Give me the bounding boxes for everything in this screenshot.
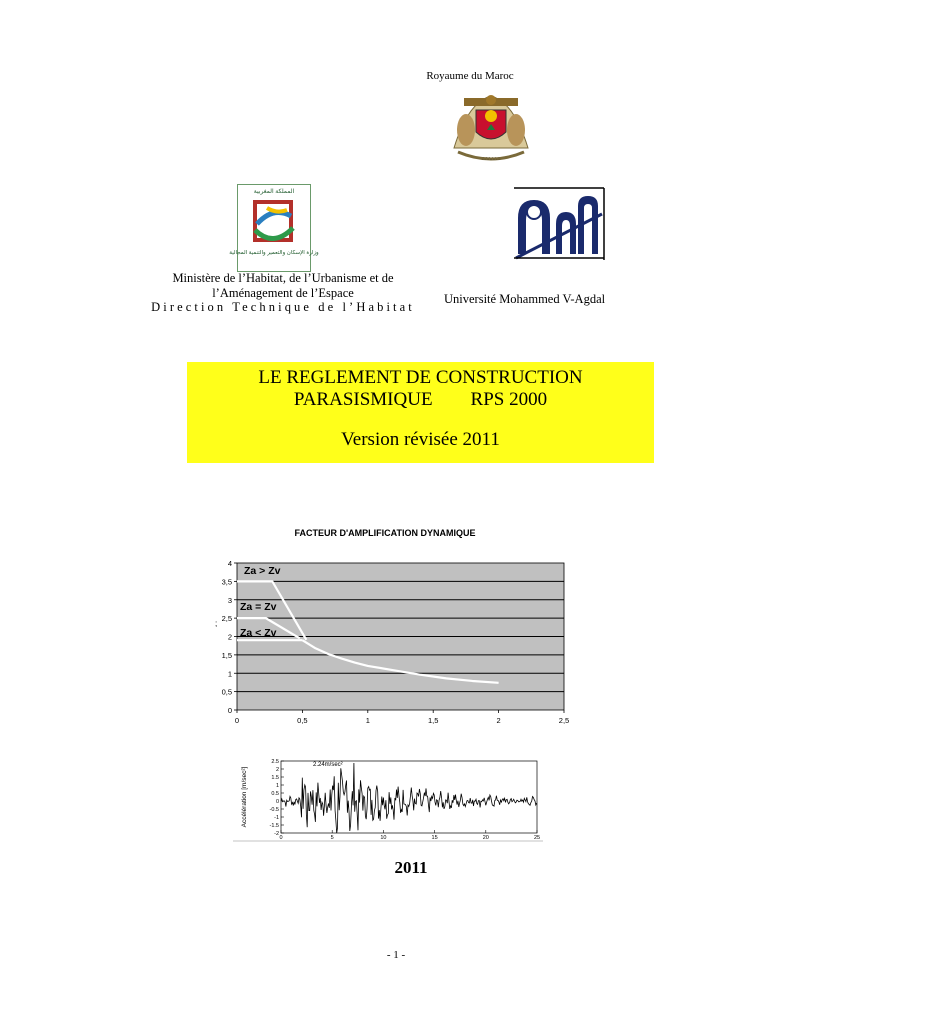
document-title-band (187, 362, 654, 463)
x-tick-label: 2,5 (558, 716, 570, 725)
amplification-chart (200, 552, 580, 737)
annotation-za-eq-zv: Za = Zv (240, 601, 277, 613)
annotation-za-lt-zv: Za < Zv (240, 627, 277, 639)
seismo-y-label: Accélération [m/sec²] (241, 766, 248, 828)
university-name: Université Mohammed V-Agdal (444, 292, 606, 306)
ministry-line-1: Ministère de l’Habitat, de l’Urbanisme et de (172, 271, 394, 285)
seismo-y-tick-label: -0.5 (269, 807, 279, 813)
coat-of-arms-logo (446, 92, 536, 168)
y-tick-label: 2,5 (221, 614, 232, 624)
y-tick-label: 0 (227, 706, 232, 715)
seismogram-chart (233, 755, 543, 843)
y-tick-label: 1 (227, 669, 232, 679)
document-year: 2011 (394, 858, 428, 877)
y-tick-label: 0,5 (221, 687, 232, 697)
x-tick-label: 1,5 (427, 716, 439, 725)
seismo-x-tick-label: 15 (431, 835, 438, 841)
seismo-x-tick-label: 20 (482, 835, 489, 841)
seismo-x-tick-label: 0 (279, 835, 283, 841)
seismo-y-tick-label: 0.5 (271, 791, 279, 797)
chart-title: FACTEUR D'AMPLIFICATION DYNAMIQUE (294, 528, 476, 538)
ministry-line-2: l’Aménagement de l’Espace (212, 285, 354, 300)
seismo-y-tick-label: 0 (275, 799, 279, 805)
title-line-1: LE REGLEMENT DE CONSTRUCTION (258, 367, 583, 388)
seismo-x-tick-label: 5 (330, 835, 334, 841)
title-line-2: PARASISMIQUE RPS 2000 (293, 389, 548, 410)
x-tick-label: 2 (496, 716, 501, 725)
kingdom-header: Royaume du Maroc (426, 70, 514, 82)
seismo-y-tick-label: -1.5 (269, 823, 279, 829)
y-tick-label: 1,5 (221, 650, 232, 660)
y-tick-label: 3 (227, 595, 232, 605)
logo-text-top: المملكة المغربية (253, 189, 295, 195)
seismo-y-tick-label: 2.5 (271, 759, 279, 765)
seismo-y-tick-label: 2 (275, 767, 279, 773)
title-version: Version révisée 2011 (341, 429, 500, 450)
seismo-y-tick-label: 1.5 (271, 775, 279, 781)
annotation-za-gt-zv: Za > Zv (244, 565, 281, 577)
svg-text:∴∴∴∴∴∴: ∴∴∴∴∴∴ (481, 156, 501, 162)
ministry-logo (229, 184, 319, 272)
university-logo (512, 184, 604, 262)
seismo-y-tick-label: -2 (274, 831, 279, 837)
y-tick-label: 2 (227, 632, 232, 642)
seismo-x-tick-label: 25 (533, 835, 541, 841)
y-tick-label: 3,5 (221, 577, 232, 587)
x-tick-label: 1 (365, 716, 370, 725)
seismo-y-tick-label: 1 (275, 783, 279, 789)
ministry-direction: Direction Technique de l’Habitat (151, 300, 415, 314)
acceleration-trace (281, 763, 537, 833)
x-tick-label: 0 (234, 716, 240, 725)
seismo-y-tick-label: -1 (274, 815, 279, 821)
page-number: - 1 - (386, 949, 406, 961)
seismo-x-tick-label: 10 (380, 835, 387, 841)
x-tick-label: 0,5 (297, 716, 308, 725)
y-tick-label: 4 (227, 559, 232, 568)
y-axis-label: ; (215, 619, 218, 628)
seismo-annotation: 2.24m/sec² (313, 762, 343, 768)
logo-text-bottom: وزارة الإسكان والتعمير والتنمية المجالية (229, 250, 319, 256)
ministry-name-block (128, 271, 438, 315)
